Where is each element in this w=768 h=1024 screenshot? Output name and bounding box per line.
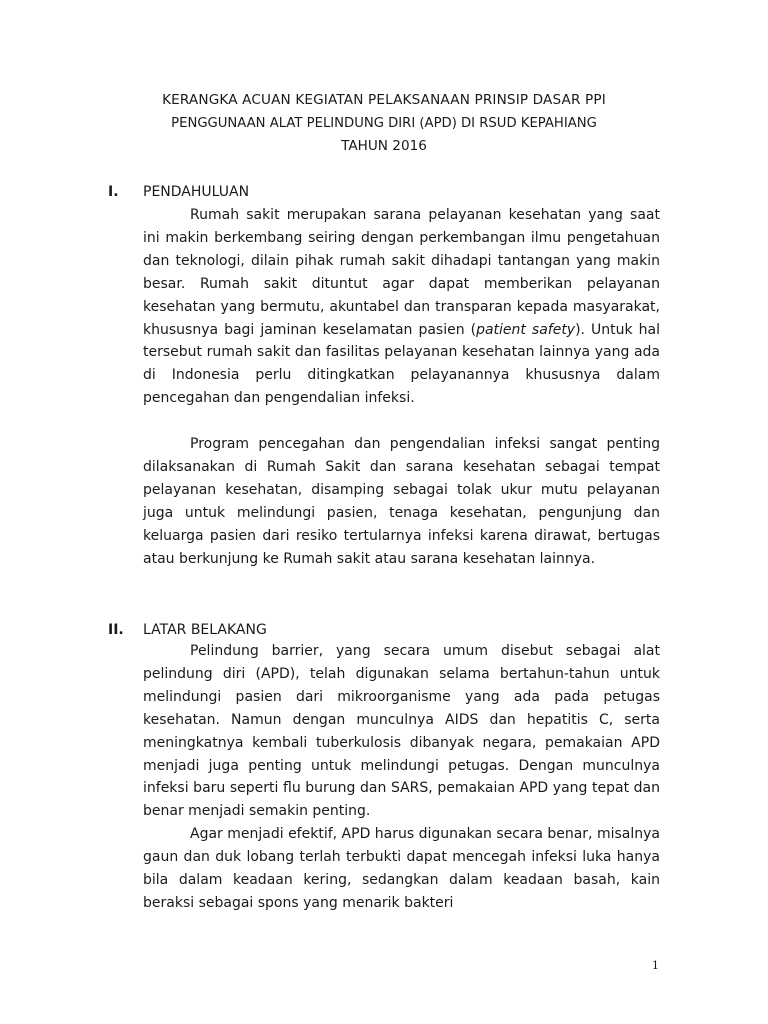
document-title-line-3: TAHUN 2016 xyxy=(341,138,427,154)
paragraph-text: ). Untuk hal tersebut rumah sakit dan fasilitas pelayanan kesehatan lainnya yang ada di Indonesia perlu ditingkatkan pelayanannya khususnya dalam pencegahan dan pengendalian infeksi. xyxy=(143,321,660,407)
paragraph-text: Rumah sakit merupakan sarana pelayanan kesehatan yang saat ini makin berkembang seiring dengan perkembangan ilmu pengetahuan dan teknologi, dilain pihak rumah sakit dihadapi tantangan yang makin besar. Rumah sakit dituntut agar dapat memberikan pelayanan kesehatan yang bermutu, akuntabel dan transparan kepada masyarakat, khususnya bagi jaminan keselamatan pasien ( xyxy=(143,207,660,338)
section-1-heading: PENDAHULUAN xyxy=(143,184,250,200)
paragraph-italic-term: patient safety xyxy=(476,321,576,338)
section-2-paragraph-1: Pelindung barrier, yang secara umum disebut sebagai alat pelindung diri (APD), telah digunakan selama bertahun-tahun untuk melindungi pasien dari mikroorganisme yang ada pada petugas kesehatan. Namun dengan munculnya AIDS dan hepatitis C, serta meningkatnya kembali tuberkulosis dibanyak negara, pemakaian APD menjadi juga penting untuk melindungi petugas. Dengan munculnya infeksi baru seperti flu burung dan SARS, pemakaian APD yang tepat dan benar menjadi semakin penting. xyxy=(143,643,660,820)
section-1-number: I. xyxy=(108,184,119,200)
page-number: 1 xyxy=(652,959,659,972)
document-title-line-2: PENGGUNAAN ALAT PELINDUNG DIRI (APD) DI RSUD KEPAHIANG xyxy=(171,116,597,131)
section-1-paragraph-1 xyxy=(143,204,660,410)
document-title-line-1: KERANGKA ACUAN KEGIATAN PELAKSANAAN PRINSIP DASAR PPI xyxy=(162,92,606,108)
section-1-paragraph-2: Program pencegahan dan pengendalian infeksi sangat penting dilaksanakan di Rumah Sakit dan sarana kesehatan sebagai tempat pelayanan kesehatan, disamping sebagai tolak ukur mutu pelayanan juga untuk melindungi pasien, tenaga kesehatan, pengunjung dan keluarga pasien dari resiko tertularnya infeksi karena dirawat, bertugas atau berkunjung ke Rumah sakit atau sarana kesehatan lainnya. xyxy=(143,436,660,567)
section-2-paragraph-2: Agar menjadi efektif, APD harus digunakan secara benar, misalnya gaun dan duk lobang terlah terbukti dapat mencegah infeksi luka hanya bila dalam keadaan kering, sedangkan dalam keadaan basah, kain beraksi sebagai spons yang menarik bakteri xyxy=(143,826,660,911)
section-2-heading: LATAR BELAKANG xyxy=(143,622,267,638)
section-2-number: II. xyxy=(108,622,124,638)
